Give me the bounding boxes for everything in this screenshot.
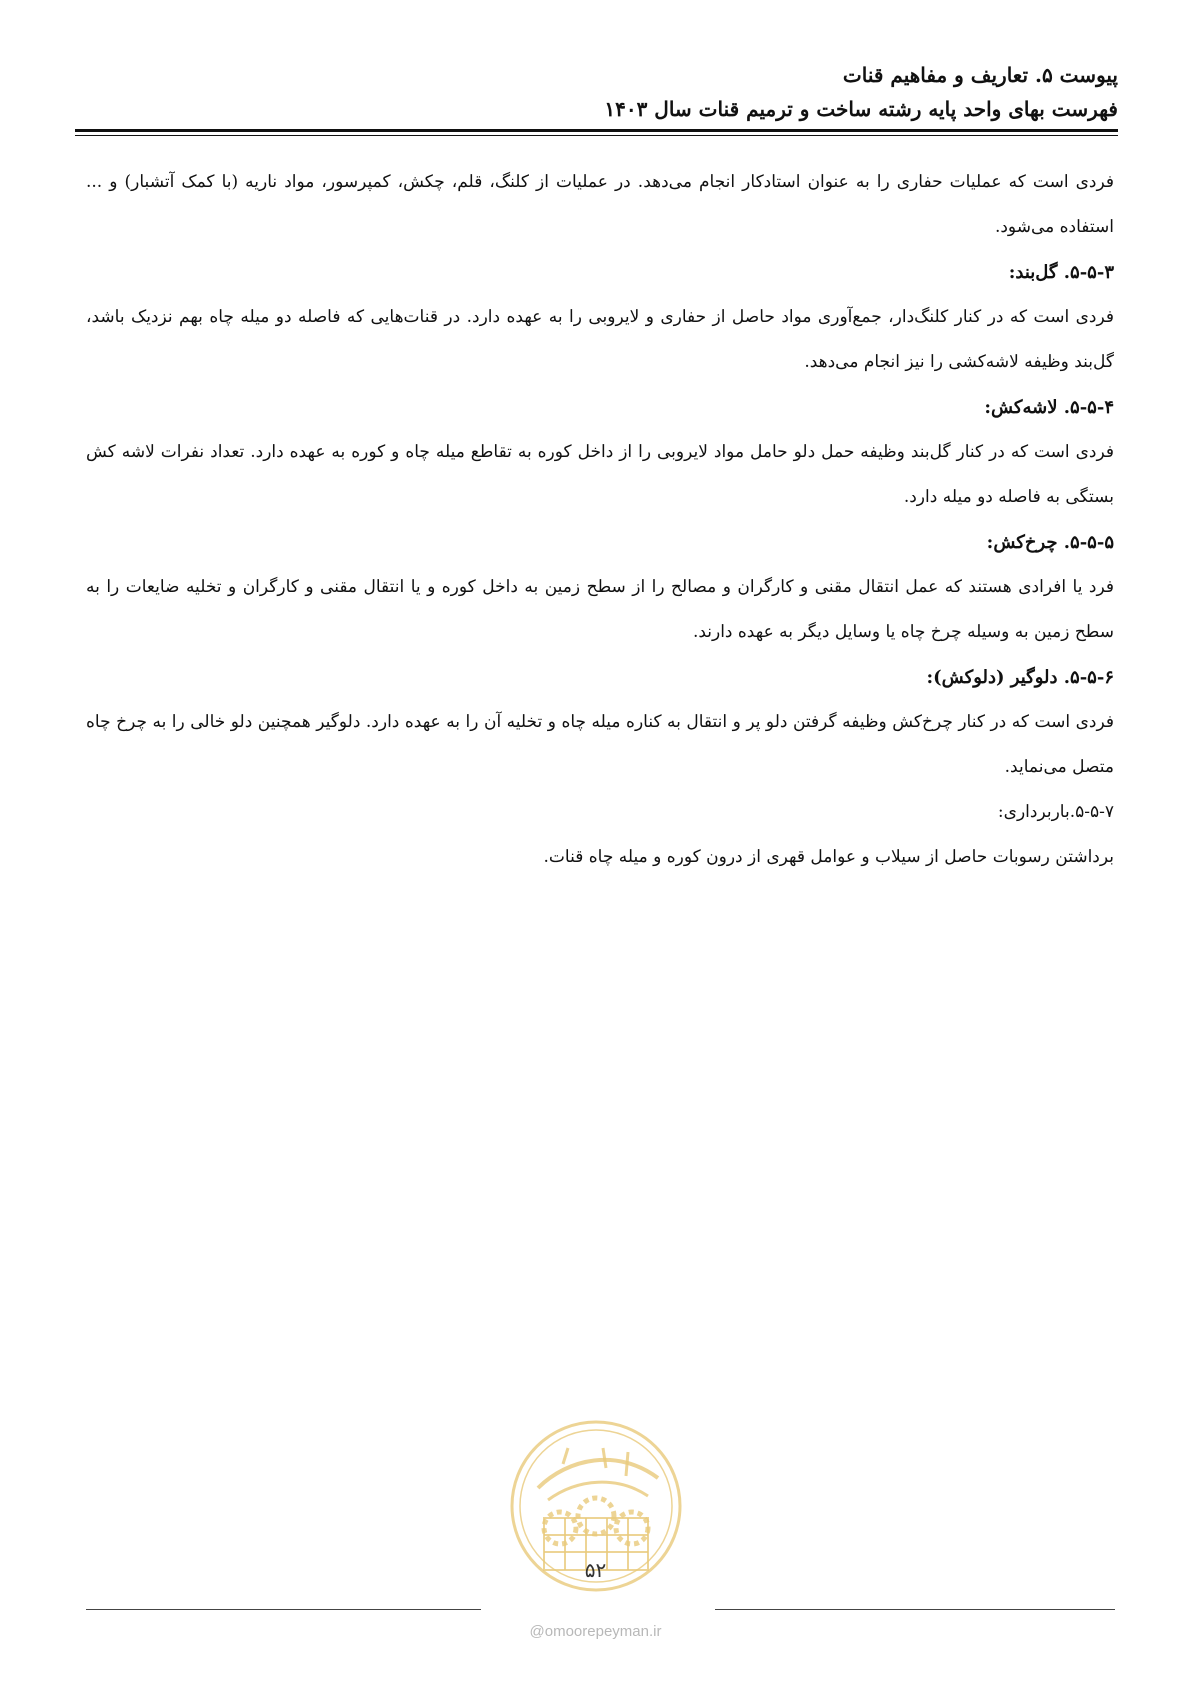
- section-body: برداشتن رسوبات حاصل از سیلاب و عوامل قهری از درون کوره و میله چاه قنات.: [543, 847, 1114, 867]
- section-body: فردی است که در کنار کلنگ‌دار، جمع‌آوری مواد حاصل از حفاری و لایروبی را به عهده دارد. در قنات‌هایی که فاصله دو میله چاه بهم نزدیک باشد، گل‌بند وظیفه لاشه‌کشی را نیز انجام می‌دهد.: [86, 307, 1114, 372]
- header-title: پیوست ۵. تعاریف و مفاهیم قنات: [842, 63, 1118, 87]
- watermark-text: @omoorepeyman.ir: [529, 1623, 662, 1640]
- section-heading: ۵-۵-۵. چرخ‌کش:: [986, 532, 1114, 553]
- page-number: ۵۲: [584, 1558, 607, 1582]
- footer-rule-right: [715, 1609, 1115, 1610]
- section-body: فردی است که در کنار گل‌بند وظیفه حمل دلو حامل مواد لایروبی را از داخل کوره به تقاطع میله چاه و کوره به عهده دارد. تعداد نفرات لاشه کش بستگی به فاصله دو میله دارد.: [86, 442, 1114, 507]
- document-body: [86, 160, 1114, 880]
- header-rule-thick: [75, 129, 1118, 132]
- section-heading: ۵-۵-۴. لاشه‌کش:: [984, 397, 1114, 418]
- intro-paragraph: فردی است که عملیات حفاری را به عنوان استادکار انجام می‌دهد. در عملیات از کلنگ، قلم، چکش، کمپرسور، مواد ناریه (با کمک آتشبار) و ... استفاده می‌شود.: [86, 172, 1114, 237]
- section-body: فرد یا افرادی هستند که عمل انتقال مقنی و کارگران و مصالح را از سطح زمین به داخل کوره و یا انتقال مقنی و کارگران و تخلیه ضایعات را به سطح زمین به وسیله چرخ چاه یا وسایل دیگر به عهده دارند.: [86, 577, 1114, 642]
- section-heading: ۵-۵-۶. دلوگیر (دلوکش):: [926, 667, 1114, 688]
- section-heading-plain: ۵-۵-۷.باربرداری:: [997, 802, 1114, 822]
- footer-rule-left: [86, 1609, 481, 1610]
- header-rule-thin: [75, 135, 1118, 136]
- section-heading: ۵-۵-۳. گل‌بند:: [1008, 262, 1114, 283]
- section-body: فردی است که در کنار چرخ‌کش وظیفه گرفتن دلو پر و انتقال به کناره میله چاه و تخلیه آن را به عهده دارد. دلوگیر همچنین دلو خالی را به چرخ چاه متصل می‌نماید.: [86, 712, 1114, 777]
- header-subtitle: فهرست بهای واحد پایه رشته ساخت و ترمیم قنات سال ۱۴۰۳: [604, 97, 1118, 121]
- page-header: [80, 58, 1118, 126]
